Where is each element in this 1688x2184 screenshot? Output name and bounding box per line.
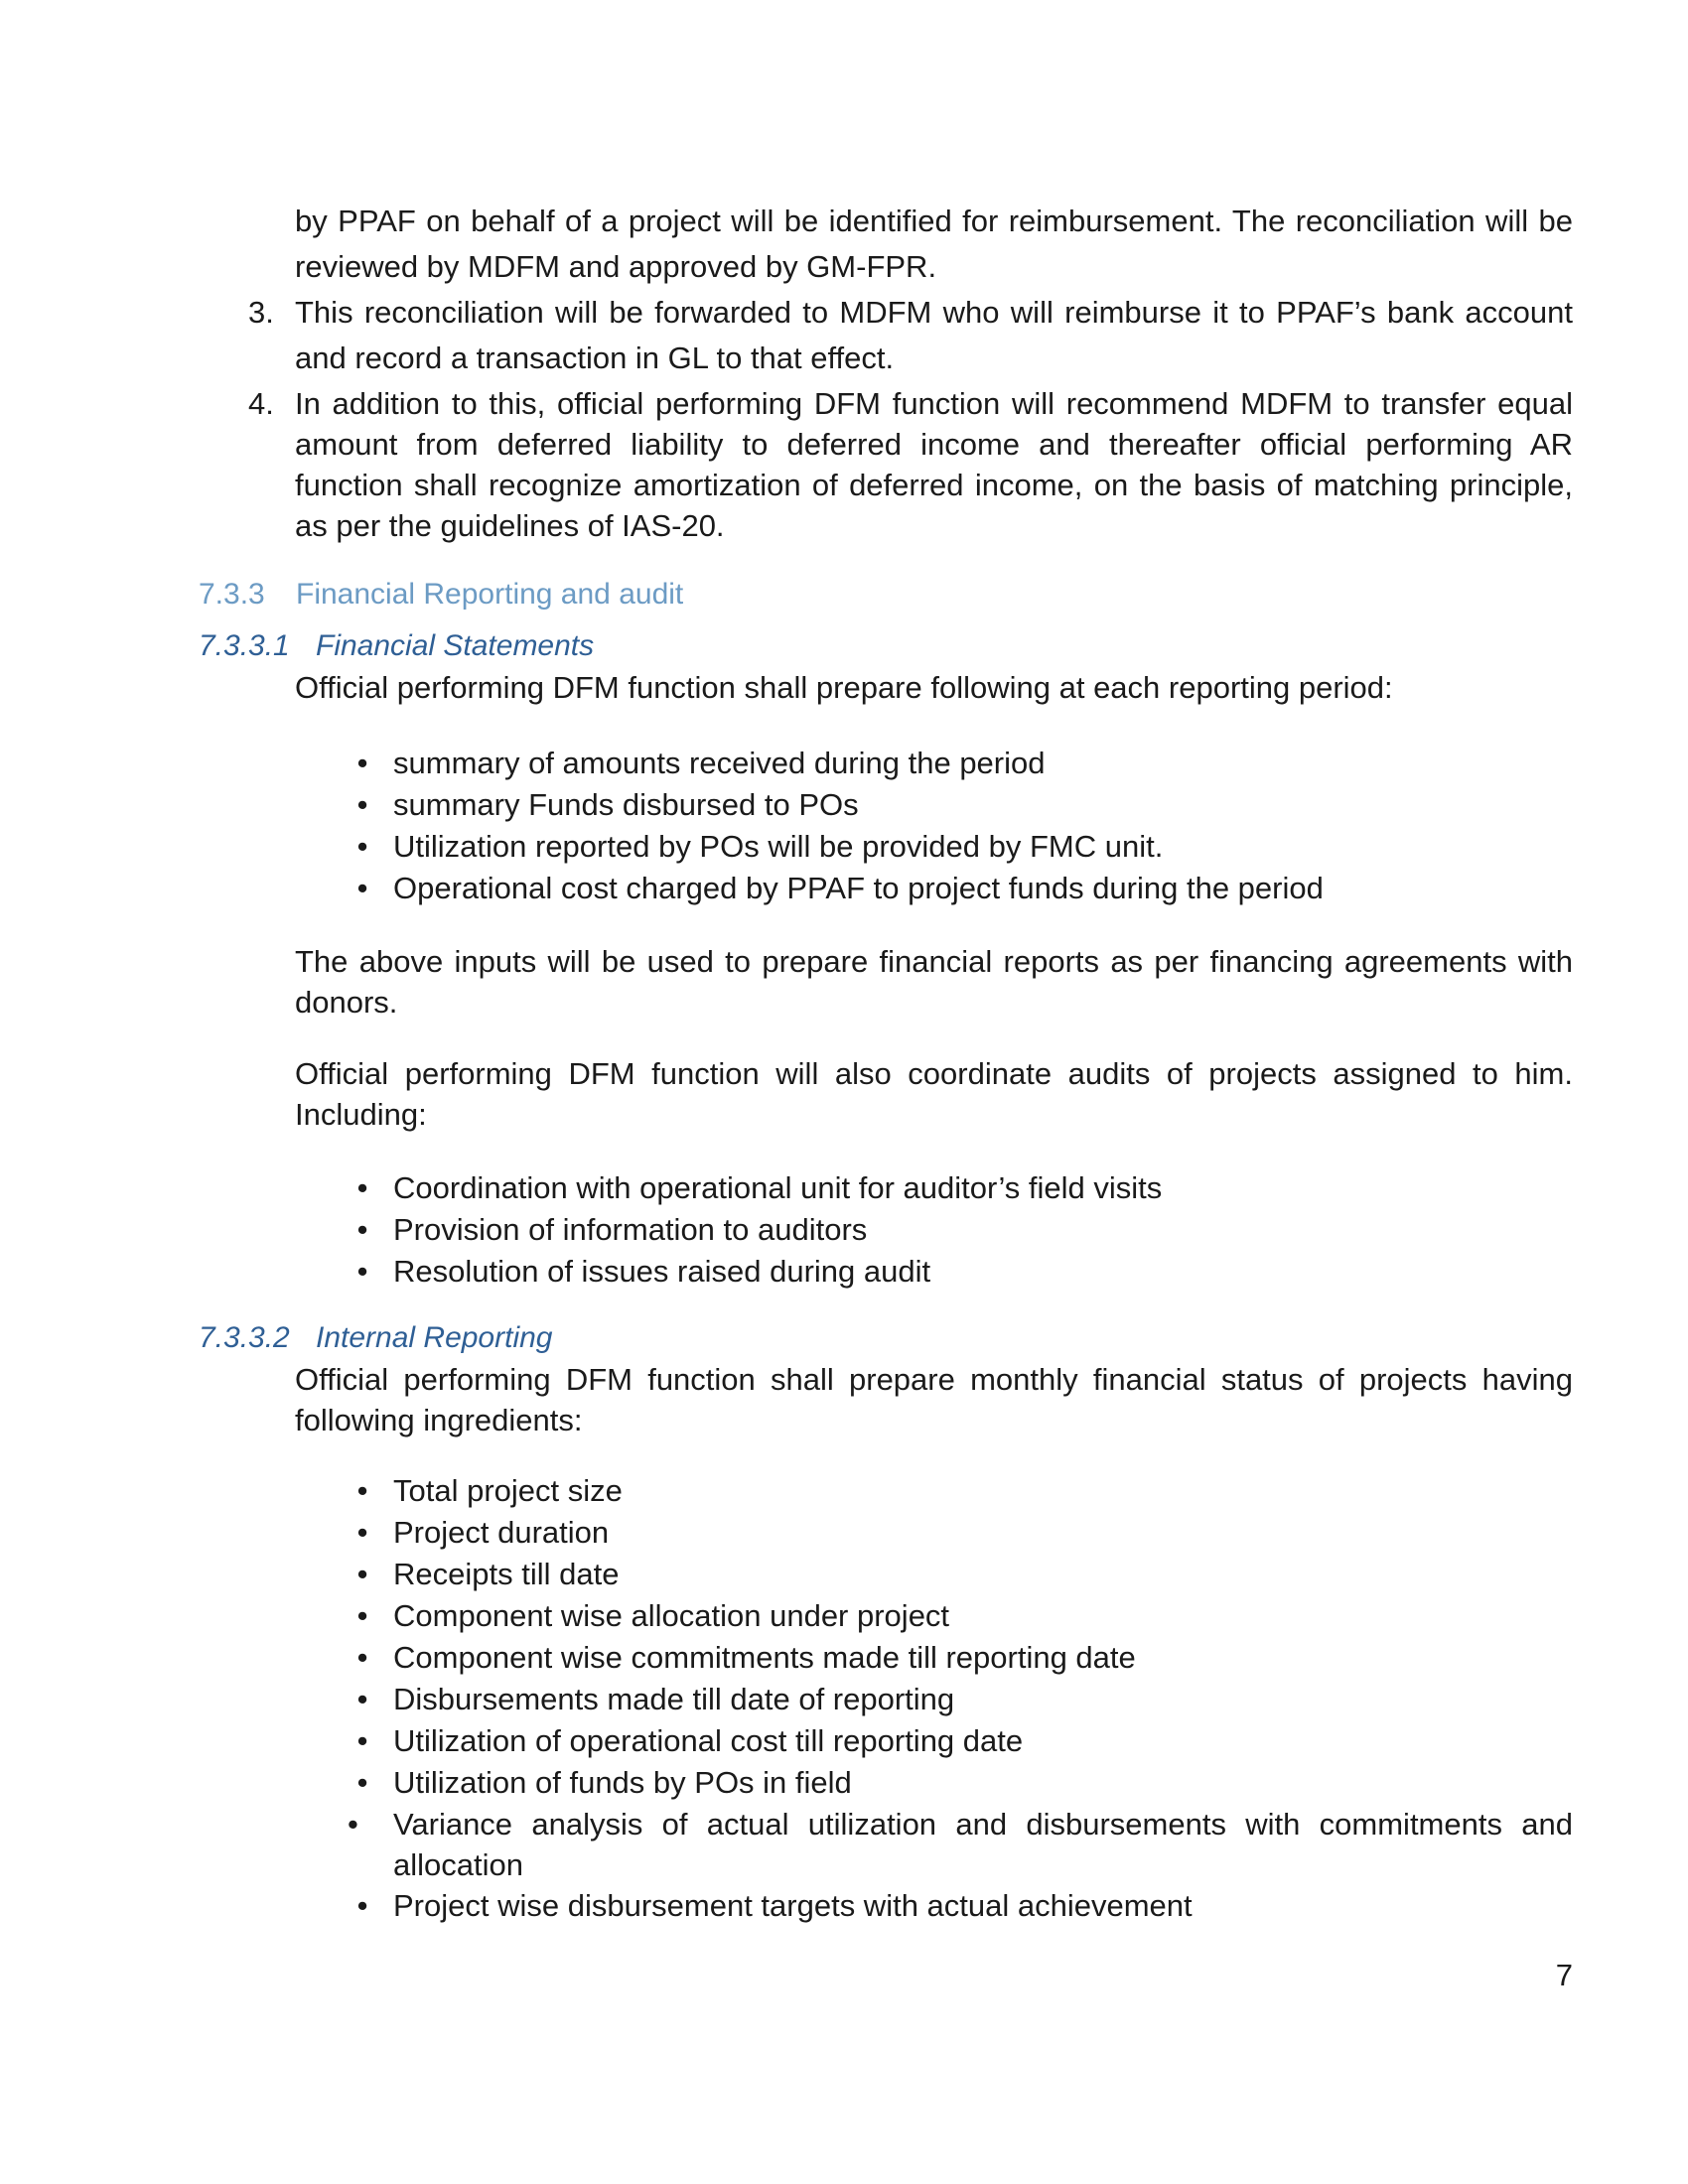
audit-bullets bbox=[348, 1167, 1573, 1293]
bullet-icon: • bbox=[356, 746, 368, 780]
internal-reporting-intro: Official performing DFM function shall prepare monthly financial status of projects having following ingredients: bbox=[295, 1362, 1573, 1437]
audit-coordination-paragraph: Official performing DFM function will also coordinate audits of projects assigned to him. Including: bbox=[295, 1056, 1573, 1132]
subsection-number: 7.3.3.1 bbox=[199, 629, 290, 662]
subsection-heading-7-3-3-1 bbox=[199, 627, 594, 665]
list-item: • summary of amounts received during the period bbox=[348, 743, 1573, 784]
item-text: In addition to this, official performing DFM function will recommend MDFM to transfer equal amount from deferred liability to deferred income and thereafter official performing AR function shall recognize amortization of deferred income, on the basis of matching principle, as per the guidelines of IAS-20. bbox=[295, 386, 1573, 543]
list-item: • Project wise disbursement targets with actual achievement bbox=[348, 1885, 1573, 1927]
section-title: Financial Reporting and audit bbox=[296, 578, 684, 611]
financial-statements-bullets bbox=[348, 743, 1573, 909]
numbered-item-4 bbox=[238, 383, 1573, 546]
section-heading-7-3-3 bbox=[199, 576, 683, 614]
financial-statements-intro: Official performing DFM function shall prepare following at each reporting period: bbox=[295, 670, 1393, 705]
internal-reporting-bullets bbox=[348, 1470, 1573, 1927]
list-item: • Component wise commitments made till reporting date bbox=[348, 1637, 1573, 1679]
bullet-icon: • bbox=[356, 1765, 368, 1800]
intro-line-1: by PPAF on behalf of a project will be identified for reimbursement. The reconciliation will be bbox=[295, 204, 1573, 238]
page-number: 7 bbox=[1555, 1958, 1573, 1992]
subsection-title: Internal Reporting bbox=[316, 1321, 553, 1354]
bullet-icon: • bbox=[356, 871, 368, 905]
list-item: • Total project size bbox=[348, 1470, 1573, 1512]
list-item: • Operational cost charged by PPAF to project funds during the period bbox=[348, 868, 1573, 909]
financial-reports-paragraph: The above inputs will be used to prepare financial reports as per financing agreements with donors. bbox=[295, 944, 1573, 1020]
bullet-icon: • bbox=[356, 1557, 368, 1591]
intro-line-2: reviewed by MDFM and approved by GM-FPR. bbox=[295, 249, 937, 284]
bullet-icon: • bbox=[356, 1640, 368, 1675]
numbered-item-3 bbox=[238, 290, 1573, 381]
list-item: • Component wise allocation under project bbox=[348, 1595, 1573, 1637]
intro-paragraph bbox=[295, 199, 1573, 290]
list-item: • Utilization of operational cost till reporting date bbox=[348, 1720, 1573, 1762]
bullet-icon: • bbox=[356, 1598, 368, 1633]
bullet-icon: • bbox=[348, 1807, 358, 1842]
bullet-icon: • bbox=[356, 1682, 368, 1716]
bullet-icon: • bbox=[356, 1254, 368, 1289]
bullet-icon: • bbox=[356, 1170, 368, 1205]
subsection-title: Financial Statements bbox=[316, 629, 595, 662]
item-number: 3. bbox=[248, 295, 274, 330]
list-item: • Variance analysis of actual utilization and disbursements with commitments and allocation bbox=[348, 1804, 1573, 1885]
list-item: • Utilization of funds by POs in field bbox=[348, 1762, 1573, 1804]
subsection-number: 7.3.3.2 bbox=[199, 1321, 290, 1354]
bullet-icon: • bbox=[356, 787, 368, 822]
list-item: • Coordination with operational unit for auditor’s field visits bbox=[348, 1167, 1573, 1209]
item-number: 4. bbox=[248, 386, 274, 421]
list-item: • summary Funds disbursed to POs bbox=[348, 784, 1573, 826]
bullet-icon: • bbox=[356, 1888, 368, 1923]
list-item: • Utilization reported by POs will be provided by FMC unit. bbox=[348, 826, 1573, 868]
list-item: • Project duration bbox=[348, 1512, 1573, 1554]
numbered-list bbox=[238, 290, 1573, 546]
list-item: • Provision of information to auditors bbox=[348, 1209, 1573, 1251]
bullet-icon: • bbox=[356, 1723, 368, 1758]
bullet-icon: • bbox=[356, 829, 368, 864]
list-item: • Resolution of issues raised during audit bbox=[348, 1251, 1573, 1293]
bullet-icon: • bbox=[356, 1515, 368, 1550]
section-number: 7.3.3 bbox=[199, 578, 265, 611]
item-text: This reconciliation will be forwarded to MDFM who will reimburse it to PPAF’s bank account and record a transaction in GL to that effect. bbox=[295, 295, 1573, 375]
list-item: • Disbursements made till date of reporting bbox=[348, 1679, 1573, 1720]
list-item: • Receipts till date bbox=[348, 1554, 1573, 1595]
subsection-heading-7-3-3-2 bbox=[199, 1319, 552, 1357]
bullet-icon: • bbox=[356, 1473, 368, 1508]
bullet-icon: • bbox=[356, 1212, 368, 1247]
